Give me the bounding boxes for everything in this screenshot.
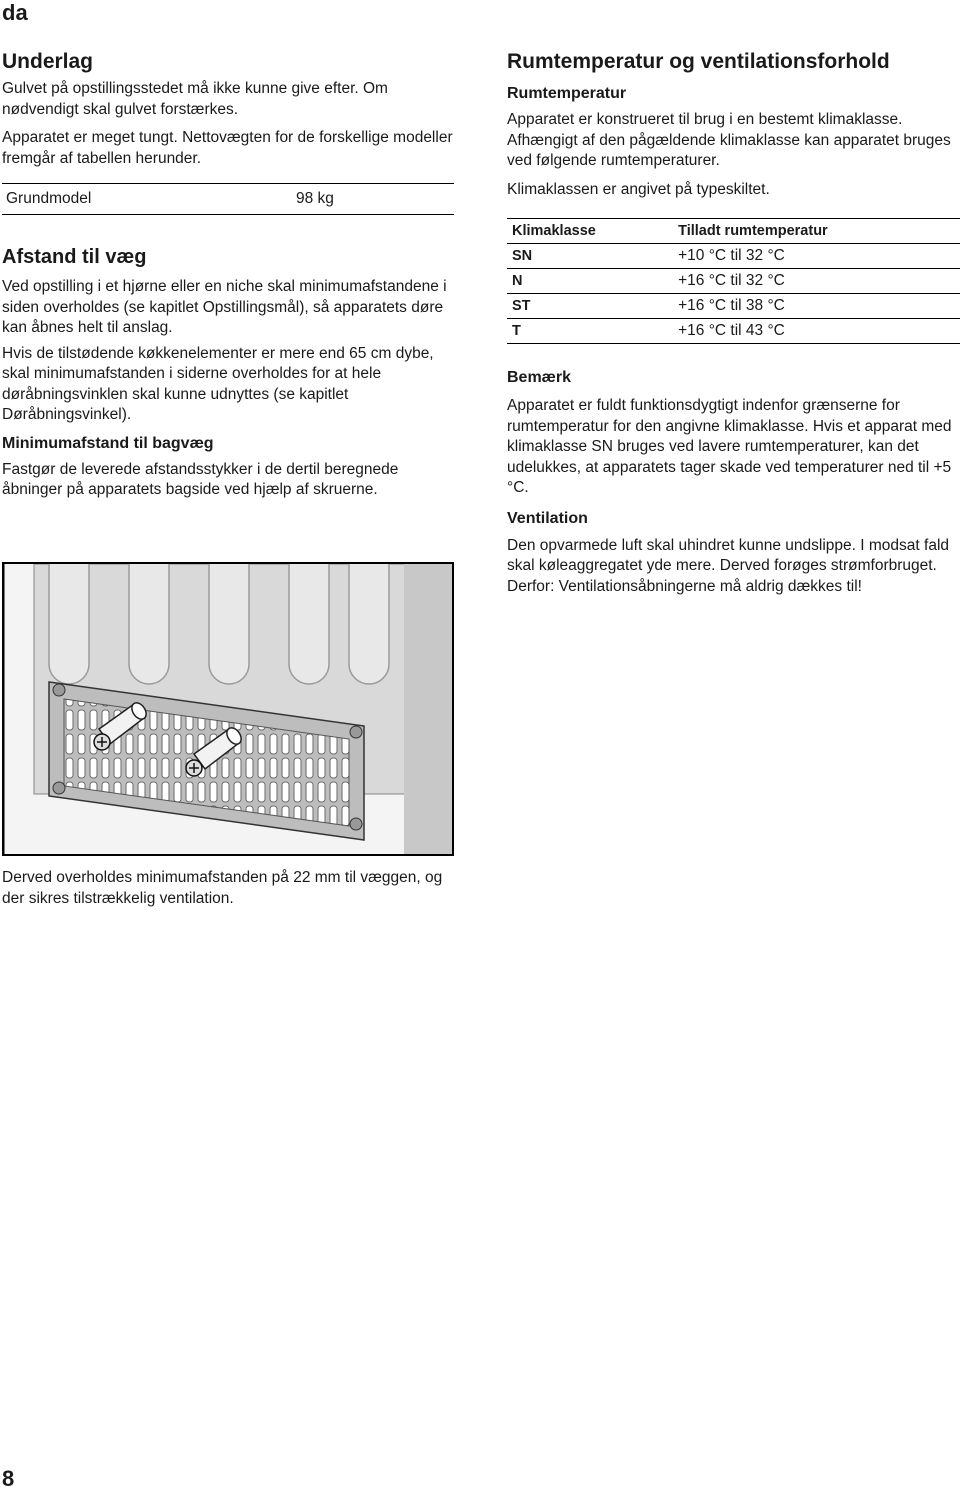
ventilation-heading: Ventilation xyxy=(507,509,588,527)
weight-table xyxy=(2,183,454,215)
note-heading: Bemærk xyxy=(507,369,572,386)
table-cell-class: N xyxy=(507,269,678,294)
table-cell-class: T xyxy=(507,319,678,344)
table-cell-temperature: +16 °C til 38 °C xyxy=(678,294,960,319)
underlag-paragraph-2: Apparatet er meget tungt. Nettovægten for de forskellige modeller fremgår af tabellen herunder. xyxy=(2,129,453,167)
afstand-section xyxy=(2,245,454,501)
table-row xyxy=(507,244,960,269)
note-paragraph: Apparatet er fuldt funktionsdygtigt indenfor grænserne for rumtemperatur for den angivne klimaklasse. Hvis et apparat med klimaklasse SN bruges ved lavere rumtemperaturer, kan det udelukkes, at apparatets tager skade ved temperaturer ned til +5 °C. xyxy=(507,397,952,496)
bagvaeg-paragraph: Fastgør de leverede afstandsstykker i de dertil beregnede åbninger på apparatets bagside ved hjælp af skruerne. xyxy=(2,460,399,498)
underlag-paragraph-1: Gulvet på opstillingsstedet må ikke kunne give efter. Om nødvendigt skal gulvet forstærkes. xyxy=(2,80,388,118)
weight-table-value: 98 kg xyxy=(296,190,334,207)
left-column xyxy=(2,50,454,215)
table-row xyxy=(507,294,960,319)
table-cell-temperature: +16 °C til 32 °C xyxy=(678,269,960,294)
weight-table-model: Grundmodel xyxy=(6,190,92,207)
appliance-back-drawing xyxy=(4,564,452,854)
table-cell-temperature: +10 °C til 32 °C xyxy=(678,244,960,269)
afstand-paragraph-1: Ved opstilling i et hjørne eller en niche skal minimumafstandene i siden overholdes (se kapitlet Opstillingsmål), så apparatets døre kan åbnes helt til anslag. xyxy=(2,278,447,336)
right-column xyxy=(507,50,959,597)
ventilation-paragraph: Den opvarmede luft skal uhindret kunne undslippe. I modsat fald skal køleaggregatet yde mere. Derved forøges strømforbruget. Derfor: Ventilationsåbningerne må aldrig dækkes til! xyxy=(507,536,950,595)
table-cell-class: SN xyxy=(507,244,678,269)
bagvaeg-heading: Minimumafstand til bagvæg xyxy=(2,434,214,452)
rumtemperatur-paragraph-1: Apparatet er konstrueret til brug i en bestemt klimaklasse. Afhængigt af den pågældende klimaklasse kan apparatet bruges ved følgende rumtemperaturer. xyxy=(507,111,951,169)
afstand-heading: Afstand til væg xyxy=(2,246,147,268)
rumtemperatur-paragraph-2: Klimaklassen er angivet på typeskiltet. xyxy=(507,180,770,198)
table-row xyxy=(507,269,960,294)
rumtemperatur-heading: Rumtemperatur xyxy=(507,85,627,102)
table-header-cell: Tilladt rumtemperatur xyxy=(678,219,960,244)
table-header-cell: Klimaklasse xyxy=(507,219,678,244)
table-cell-temperature: +16 °C til 43 °C xyxy=(678,319,960,344)
underlag-heading: Underlag xyxy=(2,50,94,73)
table-header-row xyxy=(507,219,960,244)
afstand-paragraph-2: Hvis de tilstødende køkkenelementer er mere end 65 cm dybe, skal minimumafstanden i siderne overholdes for at hele døråbningsvinklen skal kunne udnyttes (se kapitlet Døråbningsvinkel). xyxy=(2,344,434,423)
illustration-caption: Derved overholdes minimumafstanden på 22 mm til væggen, og der sikres tilstrækkelig ventilation. xyxy=(2,869,443,907)
language-code: da xyxy=(2,0,28,25)
spacer-illustration xyxy=(2,562,454,856)
klimaklasse-table xyxy=(507,218,960,344)
page-number: 8 xyxy=(2,1466,15,1491)
table-row xyxy=(507,319,960,344)
rumtemperatur-main-heading: Rumtemperatur og ventilationsforhold xyxy=(507,50,890,73)
table-cell-class: ST xyxy=(507,294,678,319)
